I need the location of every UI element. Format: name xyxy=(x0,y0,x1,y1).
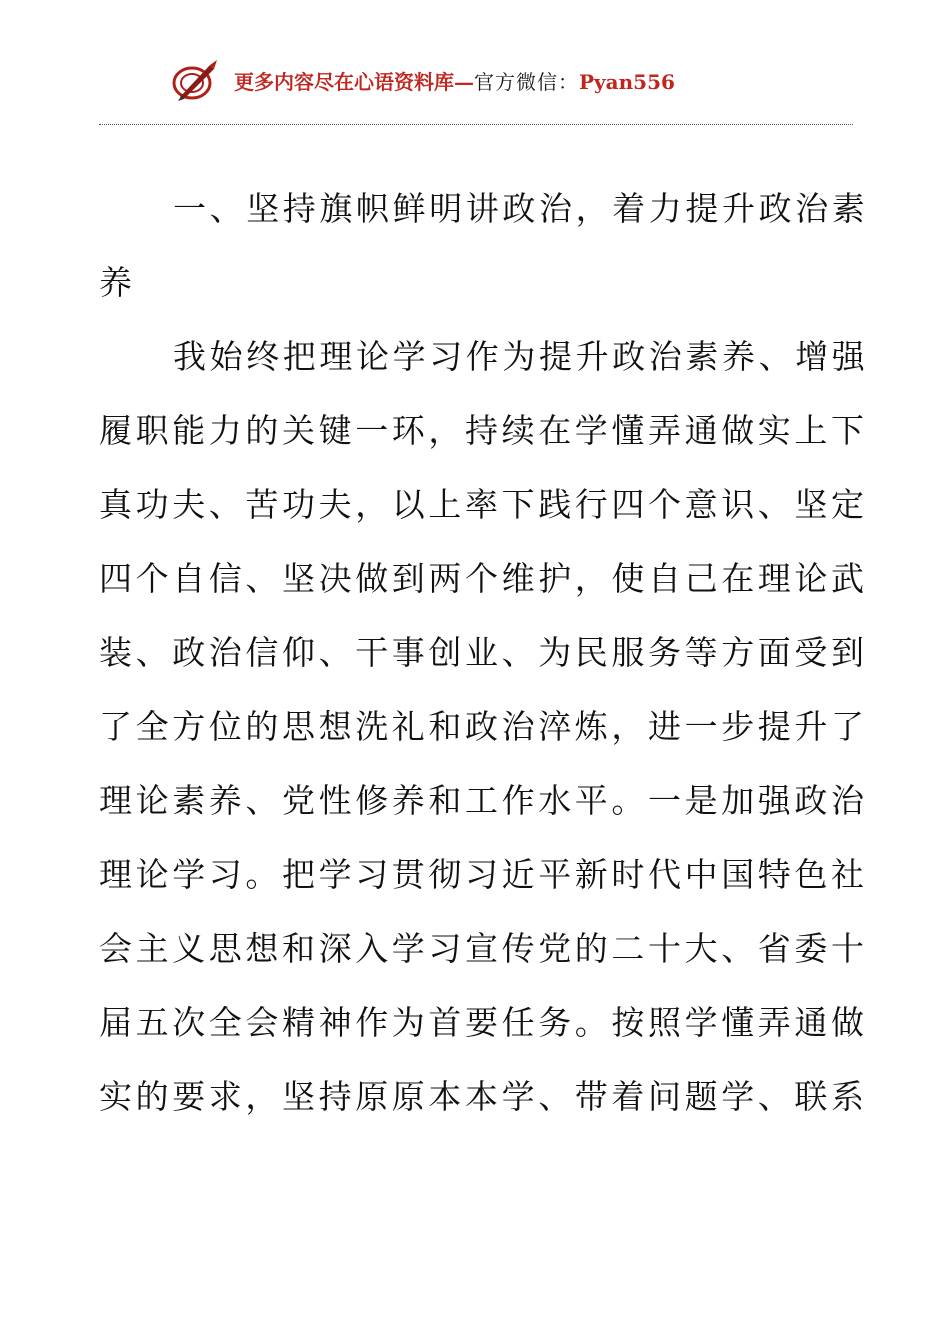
library-title: 更多内容尽在心语资料库— xyxy=(234,70,474,94)
header-title xyxy=(234,70,675,94)
header-divider xyxy=(99,124,853,125)
paragraph-line: 理论学习。把学习贯彻习近平新时代中国特色社 xyxy=(99,855,868,894)
paragraph-line: 四个自信、坚决做到两个维护，使自己在理论武 xyxy=(99,559,868,598)
paragraph-line: 会主义思想和深入学习宣传党的二十大、省委十 xyxy=(99,929,868,968)
paragraph-line: 装、政治信仰、干事创业、为民服务等方面受到 xyxy=(99,633,868,672)
paragraph-line: 理论素养、党性修养和工作水平。一是加强政治 xyxy=(99,781,868,820)
heading-line: 养 xyxy=(99,263,136,302)
paragraph-line: 届五次全会精神作为首要任务。按照学懂弄通做 xyxy=(99,1003,868,1042)
paragraph-line: 实的要求，坚持原原本本学、带着问题学、联系 xyxy=(99,1077,868,1116)
paragraph-line: 真功夫、苦功夫，以上率下践行四个意识、坚定 xyxy=(99,485,868,524)
page-header xyxy=(170,56,675,108)
document-body xyxy=(99,172,869,1134)
paragraph-line: 我始终把理论学习作为提升政治素养、增强 xyxy=(173,337,869,376)
wechat-id: Pyan556 xyxy=(579,70,675,94)
quill-pen-logo-icon xyxy=(170,57,220,107)
wechat-label: 官方微信： xyxy=(474,70,579,94)
paragraph-line: 了全方位的思想洗礼和政治淬炼，进一步提升了 xyxy=(99,707,868,746)
paragraph-line: 履职能力的关键一环，持续在学懂弄通做实上下 xyxy=(99,411,868,450)
heading-line: 一、坚持旗帜鲜明讲政治，着力提升政治素 xyxy=(173,189,869,228)
